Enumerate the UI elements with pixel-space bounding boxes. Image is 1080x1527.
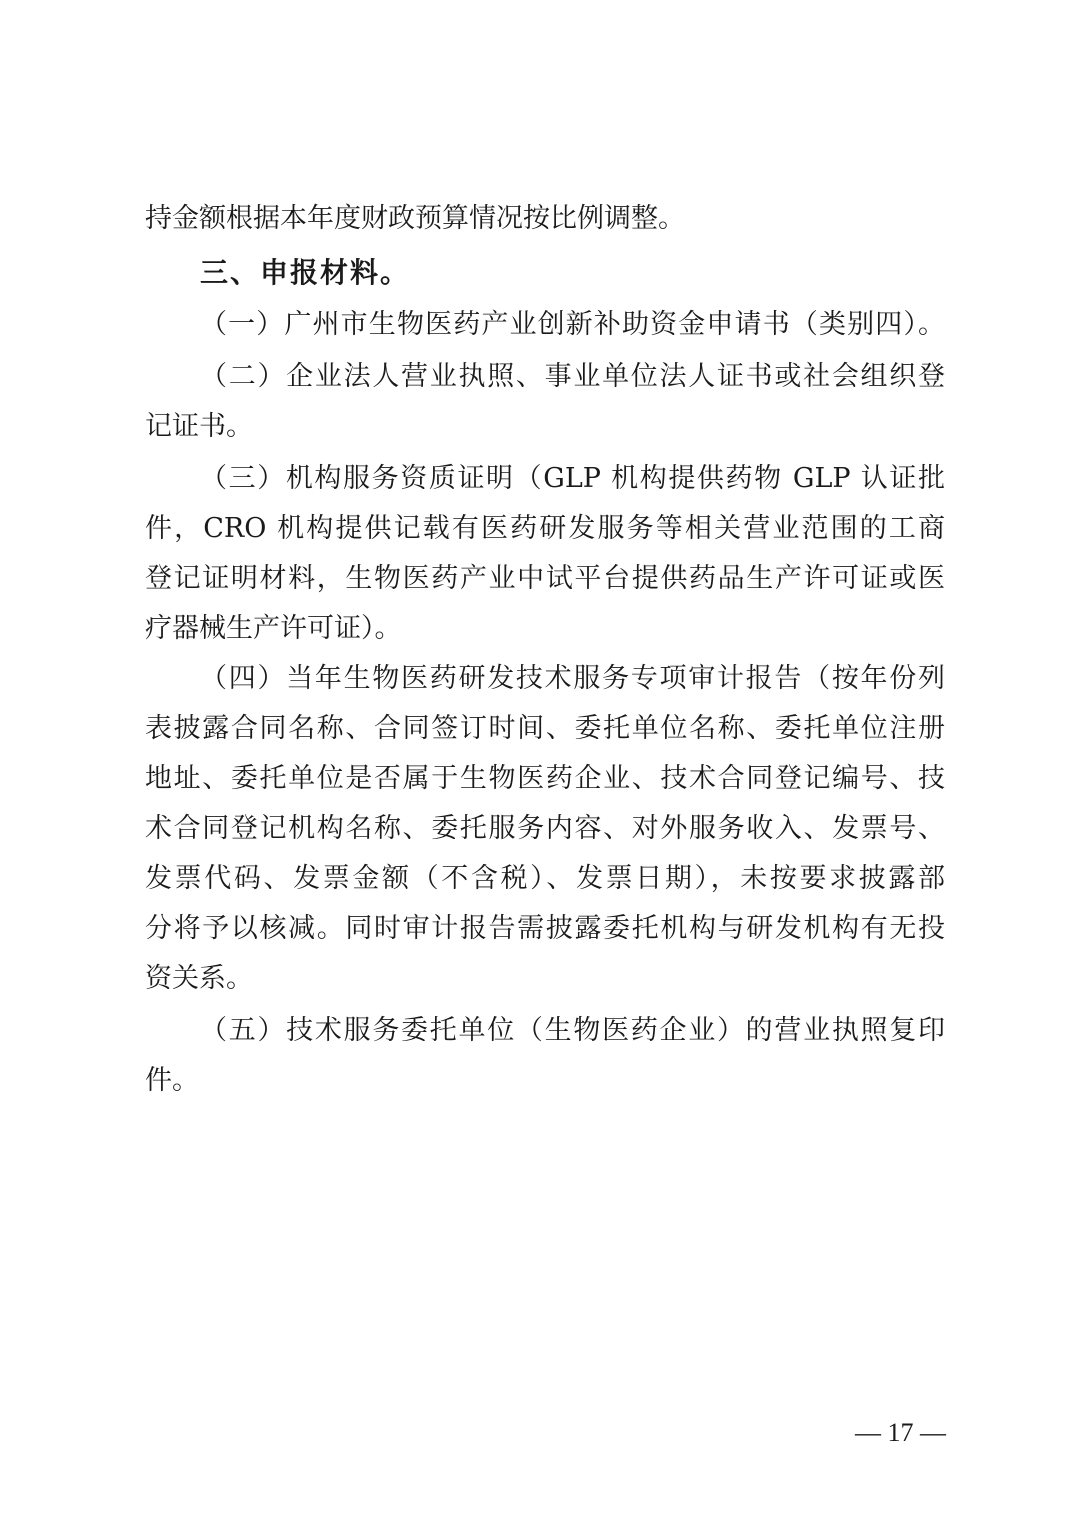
item-1-line-1: （一）广州市生物医药产业创新补助资金申请书（类别四）。 <box>200 309 945 340</box>
item-4-line-7: 资关系。 <box>145 963 253 994</box>
item-3-line-4: 疗器械生产许可证）。 <box>145 613 402 644</box>
item-4-line-4: 术合同登记机构名称、委托服务内容、对外服务收入、发票号、 <box>145 813 945 844</box>
item-5-line-2: 件。 <box>145 1065 199 1096</box>
item-4-line-1: （四）当年生物医药研发技术服务专项审计报告（按年份列 <box>200 663 945 694</box>
item-4-line-3: 地址、委托单位是否属于生物医药企业、技术合同登记编号、技 <box>145 763 945 794</box>
item-3-line-1: （三）机构服务资质证明（GLP 机构提供药物 GLP 认证批 <box>200 463 945 494</box>
item-3-line-3: 登记证明材料，生物医药产业中试平台提供药品生产许可证或医 <box>145 563 945 594</box>
item-2-line-2: 记证书。 <box>145 411 253 442</box>
item-4-line-2: 表披露合同名称、合同签订时间、委托单位名称、委托单位注册 <box>145 713 945 744</box>
paragraph-line-continuation: 持金额根据本年度财政预算情况按比例调整。 <box>145 203 685 234</box>
page-number: — 17 — <box>855 1418 946 1447</box>
item-4-line-6: 分将予以核减。同时审计报告需披露委托机构与研发机构有无投 <box>145 913 945 944</box>
item-3-line-2: 件，CRO 机构提供记载有医药研发服务等相关营业范围的工商 <box>145 513 945 544</box>
item-5-line-1: （五）技术服务委托单位（生物医药企业）的营业执照复印 <box>200 1015 945 1046</box>
item-4-line-5: 发票代码、发票金额（不含税）、发票日期），未按要求披露部 <box>145 863 945 894</box>
section-heading: 三、申报材料。 <box>200 256 411 289</box>
item-2-line-1: （二）企业法人营业执照、事业单位法人证书或社会组织登 <box>200 361 945 392</box>
